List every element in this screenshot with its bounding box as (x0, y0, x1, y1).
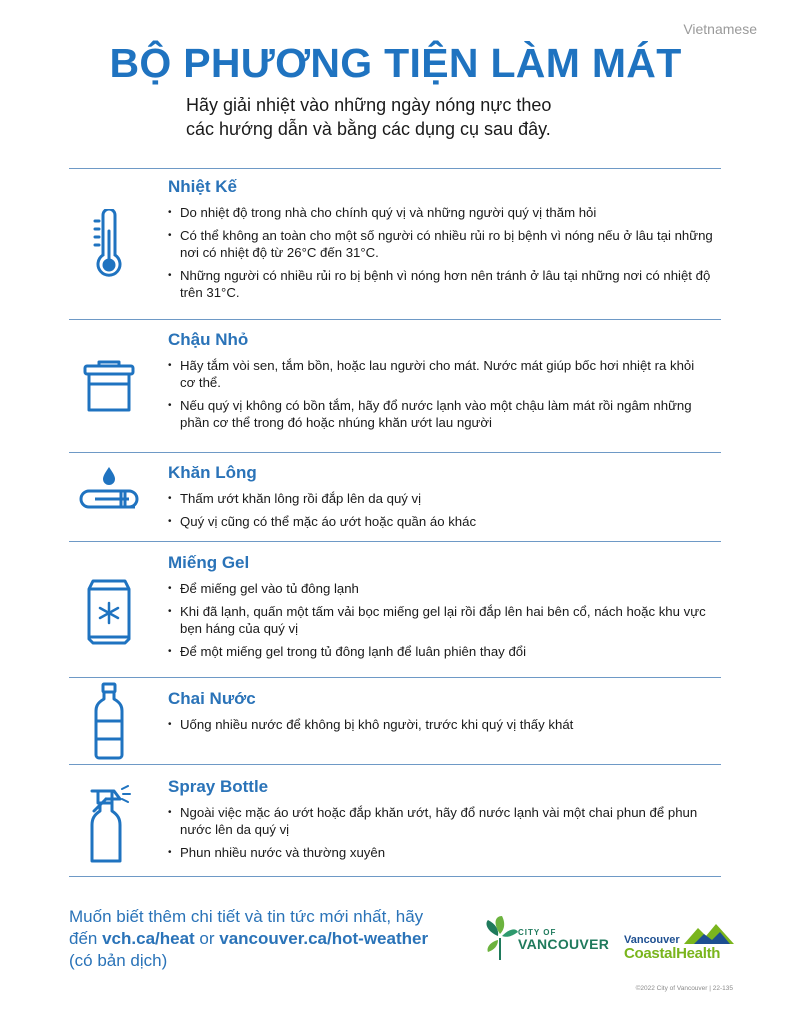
vancouver-label: VANCOUVER (518, 936, 610, 952)
vancouver-coastal-health-logo (622, 922, 734, 966)
list-item: • Những người có nhiều rủi ro bị bệnh vì nóng hơn nên tránh ở lâu tại những nơi có nhiệt độ trên 31°C. (168, 267, 713, 301)
list-item: • Do nhiệt độ trong nhà cho chính quý vị và những người quý vị thăm hỏi (168, 204, 713, 221)
language-label: Vietnamese (683, 21, 757, 37)
list-item: • Quý vị cũng có thể mặc áo ướt hoặc quần áo khác (168, 513, 713, 530)
subtitle-line-2: các hướng dẫn và bằng các dụng cụ sau đây. (186, 119, 551, 139)
mountain-icon (684, 922, 734, 946)
footer-line-2 (69, 928, 469, 950)
water-bottle-icon (73, 681, 145, 761)
bullet-list (168, 357, 713, 437)
city-flower-icon (482, 914, 520, 962)
list-item: • Phun nhiều nước và thường xuyên (168, 844, 713, 861)
section-title: Chậu Nhỏ (168, 330, 249, 349)
spray-bottle-icon (73, 785, 145, 865)
list-item: • Để miếng gel vào tủ đông lạnh (168, 580, 713, 597)
bullet-list (168, 580, 713, 666)
list-item: • Khi đã lạnh, quấn một tấm vải bọc miếng gel lại rồi đắp lên hai bên cổ, nách hoặc khu vực bẹn háng của quý vị (168, 603, 713, 637)
list-item: • Hãy tắm vòi sen, tắm bồn, hoặc lau người cho mát. Nước mát giúp bốc hơi nhiệt ra khỏi cơ thể. (168, 357, 713, 391)
section-title: Chai Nước (168, 689, 256, 708)
city-of-label: CITY OF (518, 928, 557, 937)
divider-rule (69, 168, 721, 169)
gel-pack-icon (73, 577, 145, 647)
divider-rule (69, 677, 721, 678)
divider-rule (69, 452, 721, 453)
divider-rule (69, 541, 721, 542)
footer-or: or (194, 929, 220, 948)
vch-line-1: Vancouver (624, 934, 680, 946)
page-title: BỘ PHƯƠNG TIỆN LÀM MÁT (109, 40, 682, 86)
subtitle-line-1: Hãy giải nhiệt vào những ngày nóng nực theo (186, 95, 552, 115)
thermometer-icon (73, 209, 145, 281)
vch-line-2: CoastalHealth (624, 945, 721, 962)
section-title: Spray Bottle (168, 777, 269, 796)
towel-icon (73, 463, 145, 521)
subtitle (186, 93, 666, 141)
section-title: Nhiệt Kế (168, 177, 237, 196)
footer-line-3: (có bản dịch) (69, 951, 168, 970)
city-logo-text (518, 929, 609, 951)
bullet-list (168, 490, 713, 536)
list-item: • Có thể không an toàn cho một số người có nhiều rủi ro bị bệnh vì nóng nếu ở lâu tại những nơi có nhiệt độ từ 26°C đến 31°C. (168, 227, 713, 261)
bullet-list (168, 204, 713, 307)
vancouver-hot-weather-link[interactable]: vancouver.ca/hot-weather (219, 929, 429, 948)
footer-line-1: Muốn biết thêm chi tiết và tin tức mới nhất, hãy (69, 907, 424, 926)
footer-prefix: đến (69, 929, 103, 948)
basin-icon (73, 360, 145, 414)
list-item: • Nếu quý vị không có bồn tắm, hãy đổ nước lạnh vào một chậu làm mát rồi ngâm những phần cơ thể trong đó hoặc nhúng khăn ướt lau người (168, 397, 713, 431)
divider-rule (69, 876, 721, 877)
list-item: • Thấm ướt khăn lông rồi đắp lên da quý vị (168, 490, 713, 507)
bullet-list (168, 716, 713, 739)
list-item: • Uống nhiều nước để không bị khô người, trước khi quý vị thấy khát (168, 716, 713, 733)
vch-heat-link[interactable]: vch.ca/heat (102, 929, 195, 948)
divider-rule (69, 319, 721, 320)
section-title: Miếng Gel (168, 553, 250, 572)
list-item: • Để một miếng gel trong tủ đông lạnh để luân phiên thay đổi (168, 643, 713, 660)
list-item: • Ngoài việc mặc áo ướt hoặc đắp khăn ướt, hãy đổ nước lạnh vài một chai phun để phun nước lên da quý vị (168, 804, 713, 838)
city-of-vancouver-logo (482, 912, 610, 968)
divider-rule (69, 764, 721, 765)
section-title: Khăn Lông (168, 463, 257, 482)
bullet-list (168, 804, 713, 867)
footer-info (69, 906, 469, 972)
copyright-note: ©2022 City of Vancouver | 22-135 (635, 985, 733, 992)
